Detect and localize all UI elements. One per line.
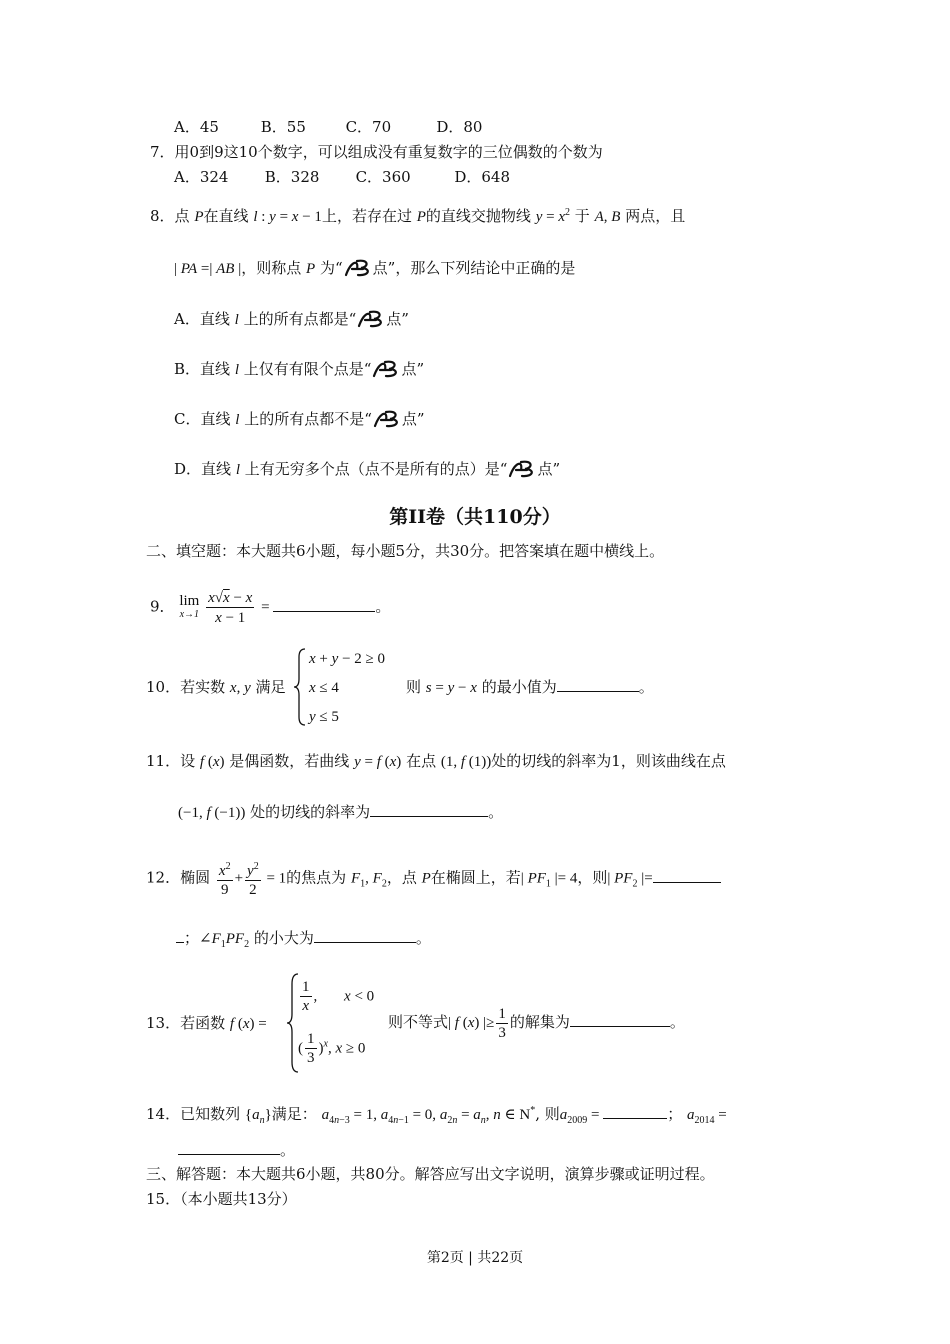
- q12-text: ，则: [577, 868, 608, 887]
- section2-intro: 二、填空题：本大题共6小题，每小题5分，共30分。把答案填在题中横线上。: [146, 542, 665, 560]
- q13-text: 若函数: [180, 1014, 226, 1032]
- q11-end: 。: [488, 803, 504, 821]
- q7-option-d: D．648: [454, 168, 511, 186]
- q14-text: 满足：: [271, 1105, 317, 1123]
- q12-text: 椭圆: [180, 868, 211, 887]
- q12-line1: 12．椭圆 $\frac{x^2}{9}$ + $\frac{y^2}{2}$ = 1的焦点为 $F_1$, $F_2$，点 P在椭圆上，若| $PF_1$ |= 4，则| $PF_2$ |=: [146, 858, 721, 903]
- q13-tail: 则不等式| f (x) |≥ $\frac{1}{3}$ 的解集为 。: [388, 1005, 685, 1041]
- q8-option-c-text: 上的所有点都不是“: [244, 410, 372, 428]
- q8-option-c-label: C．直线: [174, 410, 231, 428]
- q11-number: 11．: [146, 752, 181, 770]
- q9-limit: lim x→1: [179, 592, 200, 620]
- q13-lead: 13．若函数 f (x) =: [146, 1014, 267, 1032]
- q8-option-b-label: B．直线: [174, 360, 231, 378]
- q8-option-a-end: 点”: [386, 310, 409, 328]
- q10-text: 若实数: [180, 678, 226, 696]
- q12-text: 的焦点为: [286, 868, 347, 887]
- q8-option-b-text: 上仅有有限个点是“: [243, 360, 372, 378]
- ab-script-glyph-icon: [507, 458, 537, 480]
- q8-stem-line1: 8．点 P在直线 l : y = x − 1上，若存在过 P的直线交抛物线 $y = x^2$ 于 A, B 两点，且: [150, 207, 686, 225]
- q12-line2: ；$\angle F_1PF_2$ 的小大为 。: [176, 928, 431, 955]
- q14-line1: 14．已知数列 $\{a_n\}$满足： $a_{4n-3} = 1$, $a_{4n-1} = 0$, $a_{2n} = a_n$, n ∈ N*, 则$a_{2009}$ = ； $a_{2014}$ =: [146, 1105, 727, 1126]
- q11-text: 在点: [406, 752, 437, 770]
- q11-line1: 11．设 f (x) 是偶函数，若曲线 y = f (x) 在点 (1, f (1))处的切线的斜率为1，则该曲线在点: [146, 752, 726, 770]
- q10-constraint-3: y ≤ 5: [309, 709, 339, 725]
- q12-fraction-x: $\frac{x^2}{9}$: [217, 858, 233, 899]
- q10-answer-blank: [557, 677, 639, 692]
- q8-text: 于: [574, 207, 590, 225]
- q11-text: 设: [180, 752, 196, 770]
- q6-option-a: A．45: [174, 118, 219, 136]
- q8-option-a-text: 上的所有点都是“: [243, 310, 357, 328]
- q8-stem-line2: | PA =| AB |，则称点 P 为“ 点”，那么下列结论中正确的是: [174, 259, 576, 277]
- q8-option-b-end: 点”: [401, 360, 425, 378]
- q8-text: 为“: [319, 259, 343, 277]
- q8-option-d: D．直线 l 上有无穷多个点（点不是所有的点）是“ 点”: [174, 460, 561, 478]
- q12-answer-blank-1-cont: [176, 928, 184, 943]
- q13-answer-blank: [570, 1012, 670, 1027]
- q6-option-d: D．80: [436, 118, 483, 136]
- q14-answer-blank-2: [178, 1140, 280, 1155]
- q14-line2: [178, 1140, 295, 1160]
- q14-text: , 则: [535, 1105, 560, 1123]
- q8-option-b: B．直线 l 上仅有有限个点是“ 点”: [174, 360, 425, 378]
- section3-intro: 三、解答题：本大题共6小题，共80分。解答应写出文字说明，演算步骤或证明过程。: [146, 1165, 715, 1183]
- q13-case-1: $\frac{1}{x}$ , x < 0: [302, 979, 375, 1014]
- q13-text: 的解集为: [509, 1013, 570, 1031]
- q7-option-c: C．360: [355, 168, 411, 186]
- section2-title: 第II卷（共110分）: [389, 506, 561, 528]
- q12-fraction-y: $\frac{y^2}{2}$: [245, 858, 261, 899]
- q12-text: ，点: [386, 868, 417, 887]
- q13-end: 。: [669, 1013, 685, 1031]
- ab-script-glyph-icon: [356, 308, 386, 330]
- q8-option-d-text: 上有无穷多个点（点不是所有的点）是“: [244, 460, 508, 478]
- q8-option-a-label: A．直线: [174, 310, 230, 328]
- q10-lead: 10．若实数 x, y 满足: [146, 678, 286, 696]
- q8-option-d-label: D．直线: [174, 460, 232, 478]
- q7-option-b: B．328: [264, 168, 320, 186]
- q11-text: 处的切线的斜率为: [250, 803, 371, 821]
- q12-answer-blank-1: [653, 868, 721, 883]
- q10-constraint-2: x ≤ 4: [309, 680, 339, 696]
- q9-number: 9．: [150, 597, 175, 616]
- q8-text: ，则称点: [241, 259, 302, 277]
- ab-script-glyph-icon: [343, 257, 373, 279]
- q8-text: 的直线交抛物线: [425, 207, 531, 225]
- ab-script-glyph-icon: [372, 408, 402, 430]
- q6-option-b: B．55: [260, 118, 306, 136]
- q12-answer-blank-2: [314, 928, 416, 943]
- ab-script-glyph-icon: [371, 358, 401, 380]
- q8-option-d-end: 点”: [537, 460, 561, 478]
- q12-end: 。: [415, 929, 431, 947]
- q10-text: 满足: [255, 678, 286, 696]
- q8-text: 点: [174, 207, 190, 225]
- q9-answer-blank: [273, 597, 375, 612]
- q7-option-a: A．324: [174, 168, 229, 186]
- q9-fraction: $\frac{x√x - x}{x - 1}$: [208, 590, 253, 626]
- q6-option-c: C．70: [345, 118, 392, 136]
- q8-option-c-end: 点”: [401, 410, 425, 428]
- q8-option-a: A．直线 l 上的所有点都是“ 点”: [174, 310, 409, 328]
- q11-text: 是偶函数，若曲线: [229, 752, 350, 770]
- q10-tail: 则 s = y − x 的最小值为 。: [406, 678, 654, 696]
- q8-text: 两点，且: [625, 207, 686, 225]
- q7-stem: 7．用0到9这10个数字，可以组成没有重复数字的三位偶数的个数为: [150, 143, 603, 161]
- q14-text: 已知数列: [180, 1105, 241, 1123]
- q10-brace: [293, 647, 307, 727]
- q14-answer-blank-1: [603, 1104, 667, 1119]
- q8-text: 在直线: [203, 207, 249, 225]
- q9-end: 。: [375, 597, 391, 616]
- q13-number: 13．: [146, 1014, 181, 1032]
- q12-number: 12．: [146, 868, 181, 887]
- q6-options: [174, 117, 482, 137]
- q12-text: 的小大为: [253, 929, 314, 947]
- q15-heading: 15．（本小题共13分）: [146, 1190, 297, 1208]
- q8-text: 点”，那么下列结论中正确的是: [372, 259, 576, 277]
- q11-text: 处的切线的斜率为1，则该曲线在点: [491, 752, 726, 770]
- q8-number: 8．: [150, 207, 175, 225]
- q14-end: 。: [280, 1141, 296, 1159]
- q10-text: 的最小值为: [481, 678, 557, 696]
- page-footer: 第2页 | 共22页: [426, 1250, 524, 1266]
- q13-case-2: ( $\frac{1}{3}$ )$^x$, x ≥ 0: [298, 1031, 366, 1066]
- q11-answer-blank: [370, 802, 488, 817]
- q8-text: 上，若存在过: [321, 207, 412, 225]
- q11-line2: (−1, f (−1)) 处的切线的斜率为 。: [178, 803, 504, 821]
- q12-text: 在椭圆上，若: [430, 868, 521, 887]
- q9: 9． lim x→1 $\frac{x√x - x}{x - 1}$ = 。: [150, 590, 391, 626]
- q10-end: 。: [638, 678, 654, 696]
- q7-options: [174, 167, 510, 187]
- q10-text: 则: [406, 678, 422, 696]
- q14-number: 14．: [146, 1105, 181, 1123]
- q10-constraint-1: x + y − 2 ≥ 0: [309, 651, 386, 667]
- q8-option-c: C．直线 l 上的所有点都不是“ 点”: [174, 410, 425, 428]
- q13-text: 则不等式: [388, 1013, 449, 1031]
- q10-number: 10．: [146, 678, 181, 696]
